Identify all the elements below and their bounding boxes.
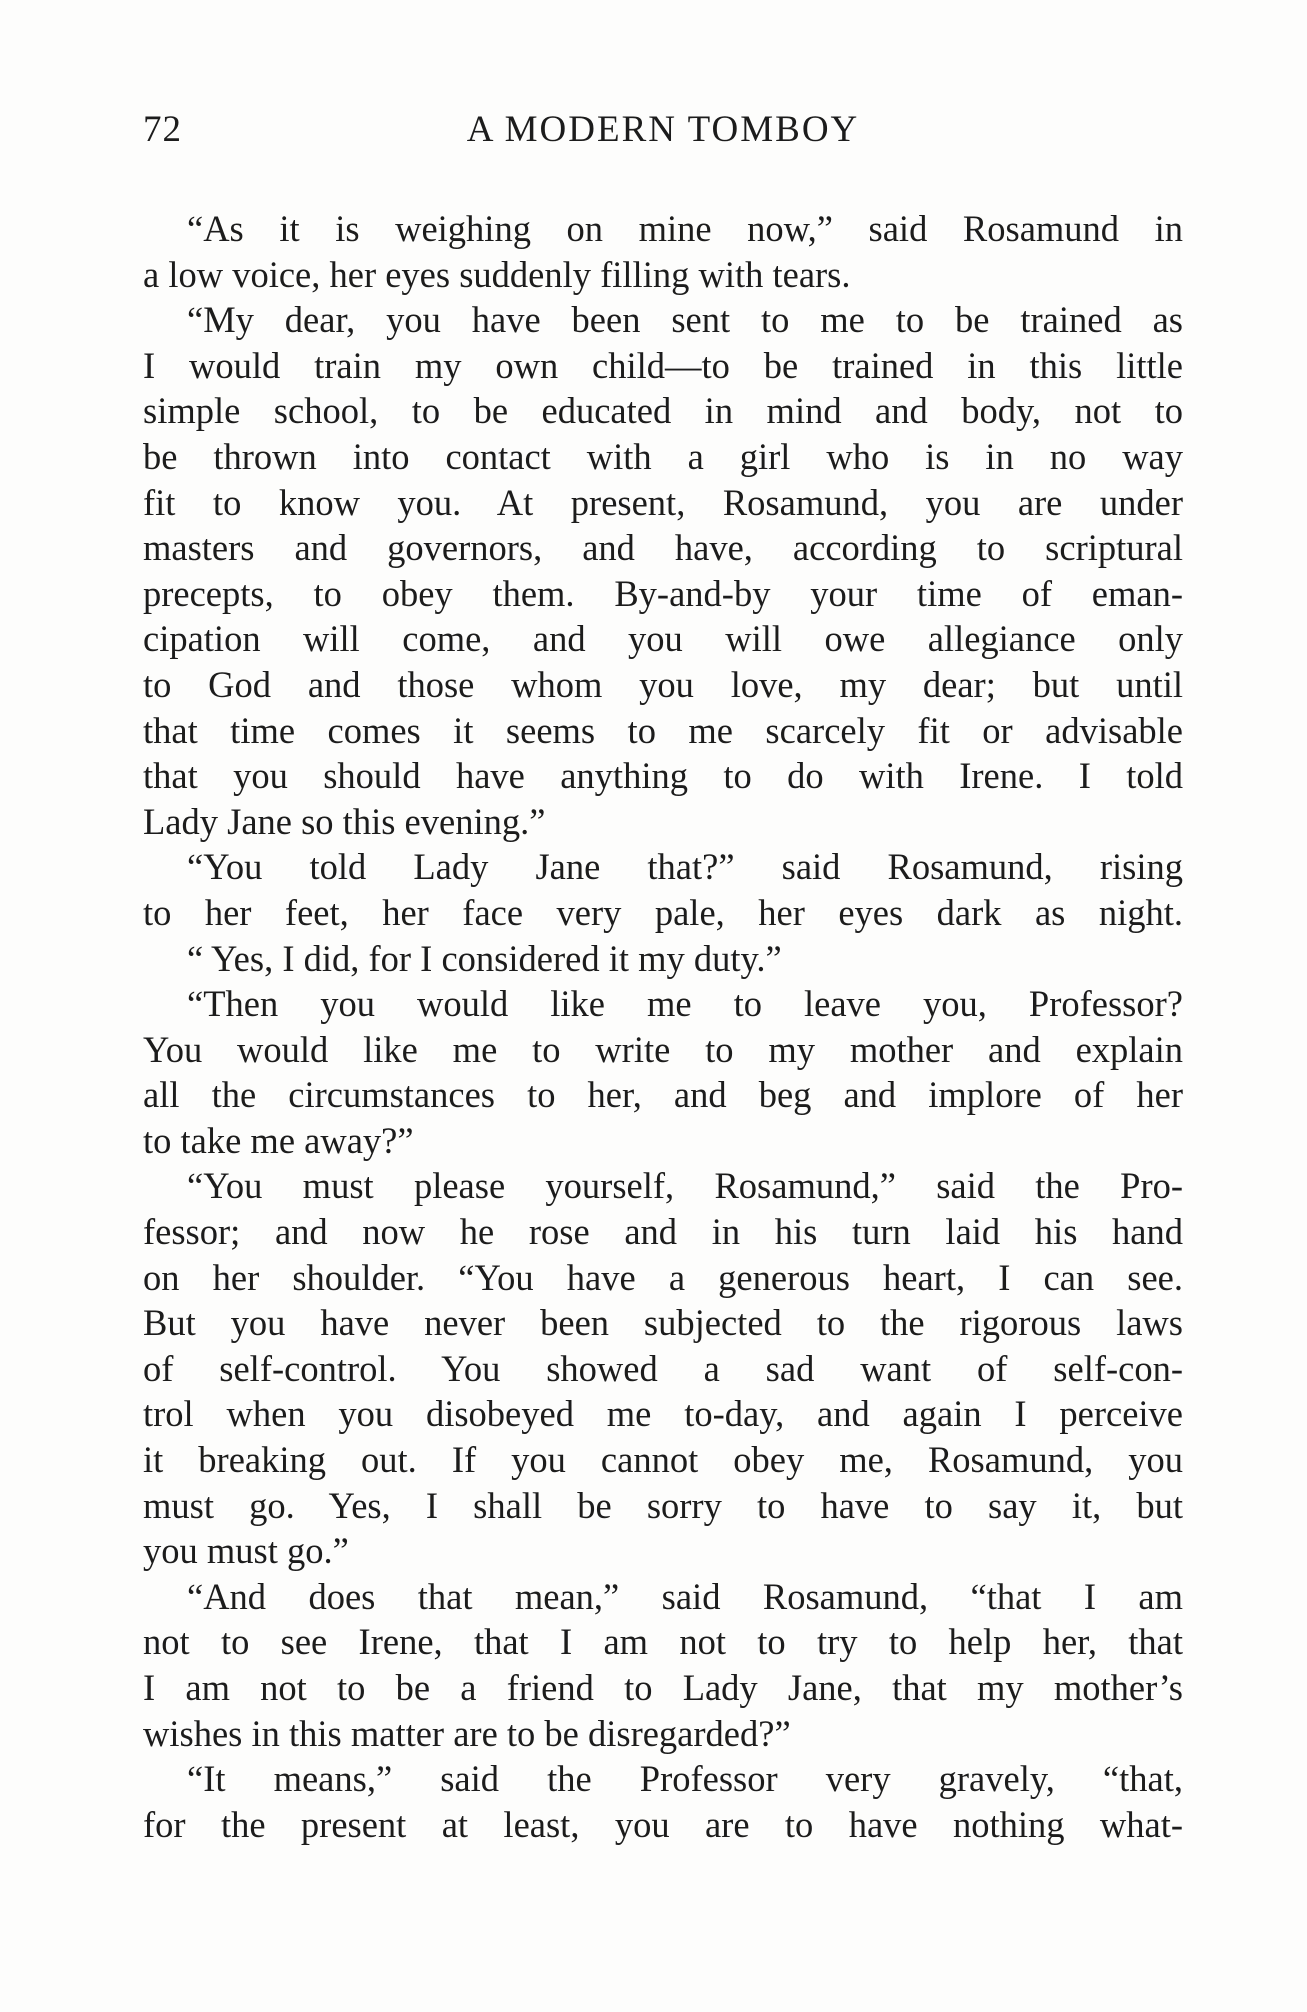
text-line: fessor; and now he rose and in his turn laid his hand [143, 1211, 1183, 1253]
text-line: You would like me to write to my mother and explain [143, 1028, 1183, 1070]
text-line: masters and governors, and have, according to scriptural [143, 527, 1183, 569]
text-line: you must go.” [143, 1530, 349, 1572]
text-line: “ Yes, I did, for I considered it my duty.” [187, 937, 782, 979]
text-line: fit to know you. At present, Rosamund, you are under [143, 481, 1183, 523]
text-line: be thrown into contact with a girl who is in no way [143, 435, 1183, 477]
text-line: But you have never been subjected to the rigorous laws [143, 1302, 1183, 1344]
text-line: that time comes it seems to me scarcely fit or advisable [143, 709, 1183, 751]
text-line: “My dear, you have been sent to me to be trained as [187, 299, 1183, 341]
text-line: “Then you would like me to leave you, Professor? [187, 983, 1183, 1025]
text-line: cipation will come, and you will owe allegiance only [143, 618, 1183, 660]
text-line: on her shoulder. “You have a generous heart, I can see. [143, 1256, 1183, 1298]
text-line: precepts, to obey them. By-and-by your time of eman- [143, 572, 1183, 614]
text-line: that you should have anything to do with Irene. I told [143, 755, 1183, 797]
text-line: it breaking out. If you cannot obey me, Rosamund, you [143, 1439, 1183, 1481]
text-line: “It means,” said the Professor very gravely, “that, [187, 1758, 1183, 1800]
running-head [143, 108, 1183, 158]
text-line: Lady Jane so this evening.” [143, 800, 546, 842]
text-line: “As it is weighing on mine now,” said Rosamund in [187, 208, 1183, 249]
text-line: to take me away?” [143, 1119, 414, 1161]
text-line: “You must please yourself, Rosamund,” said the Pro- [187, 1165, 1183, 1207]
text-line: to God and those whom you love, my dear; but until [143, 663, 1183, 705]
text-line: must go. Yes, I shall be sorry to have to say it, but [143, 1484, 1183, 1526]
text-line: for the present at least, you are to have nothing what- [143, 1803, 1183, 1845]
text-line: wishes in this matter are to be disregarded?” [143, 1712, 791, 1754]
text-line: not to see Irene, that I am not to try to help her, that [143, 1621, 1183, 1663]
text-line: to her feet, her face very pale, her eyes dark as night. [143, 891, 1183, 933]
body-text [143, 206, 1183, 1847]
book-title: A MODERN TOMBOY [466, 109, 860, 150]
text-line: trol when you disobeyed me to-day, and again I perceive [143, 1393, 1183, 1435]
text-line: a low voice, her eyes suddenly filling with tears. [143, 253, 851, 295]
text-line: “And does that mean,” said Rosamund, “that I am [187, 1575, 1183, 1617]
text-line: all the circumstances to her, and beg and implore of her [143, 1074, 1183, 1116]
text-line: of self-control. You showed a sad want of self-con- [143, 1347, 1183, 1389]
text-line: “You told Lady Jane that?” said Rosamund, rising [187, 846, 1183, 888]
text-line: I am not to be a friend to Lady Jane, that my mother’s [143, 1667, 1183, 1708]
text-line: I would train my own child—to be trained in this little [143, 344, 1183, 386]
text-line: simple school, to be educated in mind and body, not to [143, 390, 1183, 432]
page-number: 72 [143, 109, 182, 150]
